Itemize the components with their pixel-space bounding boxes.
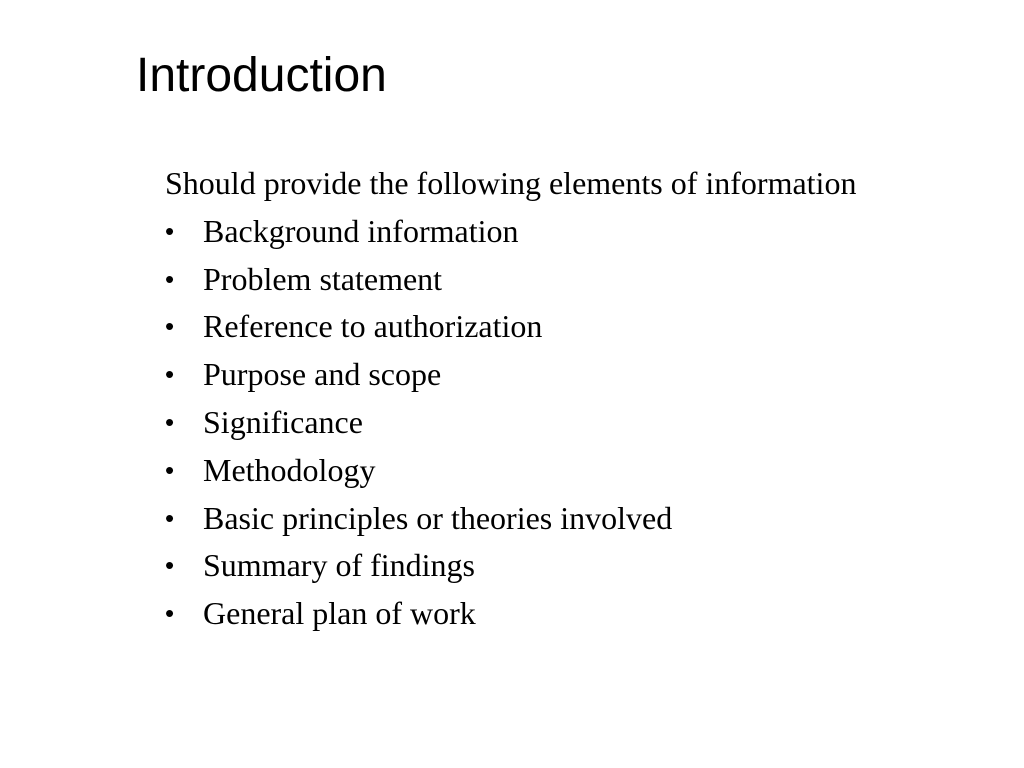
- bullet-item: [165, 399, 985, 447]
- slide-title: Introduction: [136, 49, 387, 102]
- bullet-icon: •: [165, 502, 175, 533]
- bullet-item: [165, 447, 985, 495]
- bullet-icon: •: [165, 215, 175, 246]
- bullet-text: Summary of findings: [203, 547, 475, 584]
- bullet-item: [165, 303, 985, 351]
- bullet-icon: •: [165, 359, 175, 390]
- bullet-text: Problem statement: [203, 260, 443, 297]
- bullet-icon: •: [165, 454, 175, 485]
- bullet-item: [165, 208, 985, 256]
- bullet-text: Methodology: [203, 451, 376, 488]
- bullet-text: Basic principles or theories involved: [203, 499, 673, 536]
- bullet-item: [165, 256, 985, 304]
- bullet-item: [165, 495, 985, 543]
- intro-text: Should provide the following elements of information: [165, 165, 857, 201]
- bullet-text: Reference to authorization: [203, 308, 543, 345]
- bullet-item: [165, 351, 985, 399]
- bullet-list: [165, 208, 985, 638]
- bullet-icon: •: [165, 311, 175, 342]
- bullet-icon: •: [165, 406, 175, 437]
- bullet-icon: •: [165, 263, 175, 294]
- bullet-icon: •: [165, 550, 175, 581]
- bullet-item: [165, 542, 985, 590]
- slide-body: [165, 160, 985, 638]
- bullet-icon: •: [165, 598, 175, 629]
- bullet-text: Purpose and scope: [203, 356, 442, 393]
- bullet-item: [165, 590, 985, 638]
- bullet-text: Significance: [203, 403, 363, 440]
- bullet-text: Background information: [203, 212, 519, 249]
- bullet-text: General plan of work: [203, 595, 476, 632]
